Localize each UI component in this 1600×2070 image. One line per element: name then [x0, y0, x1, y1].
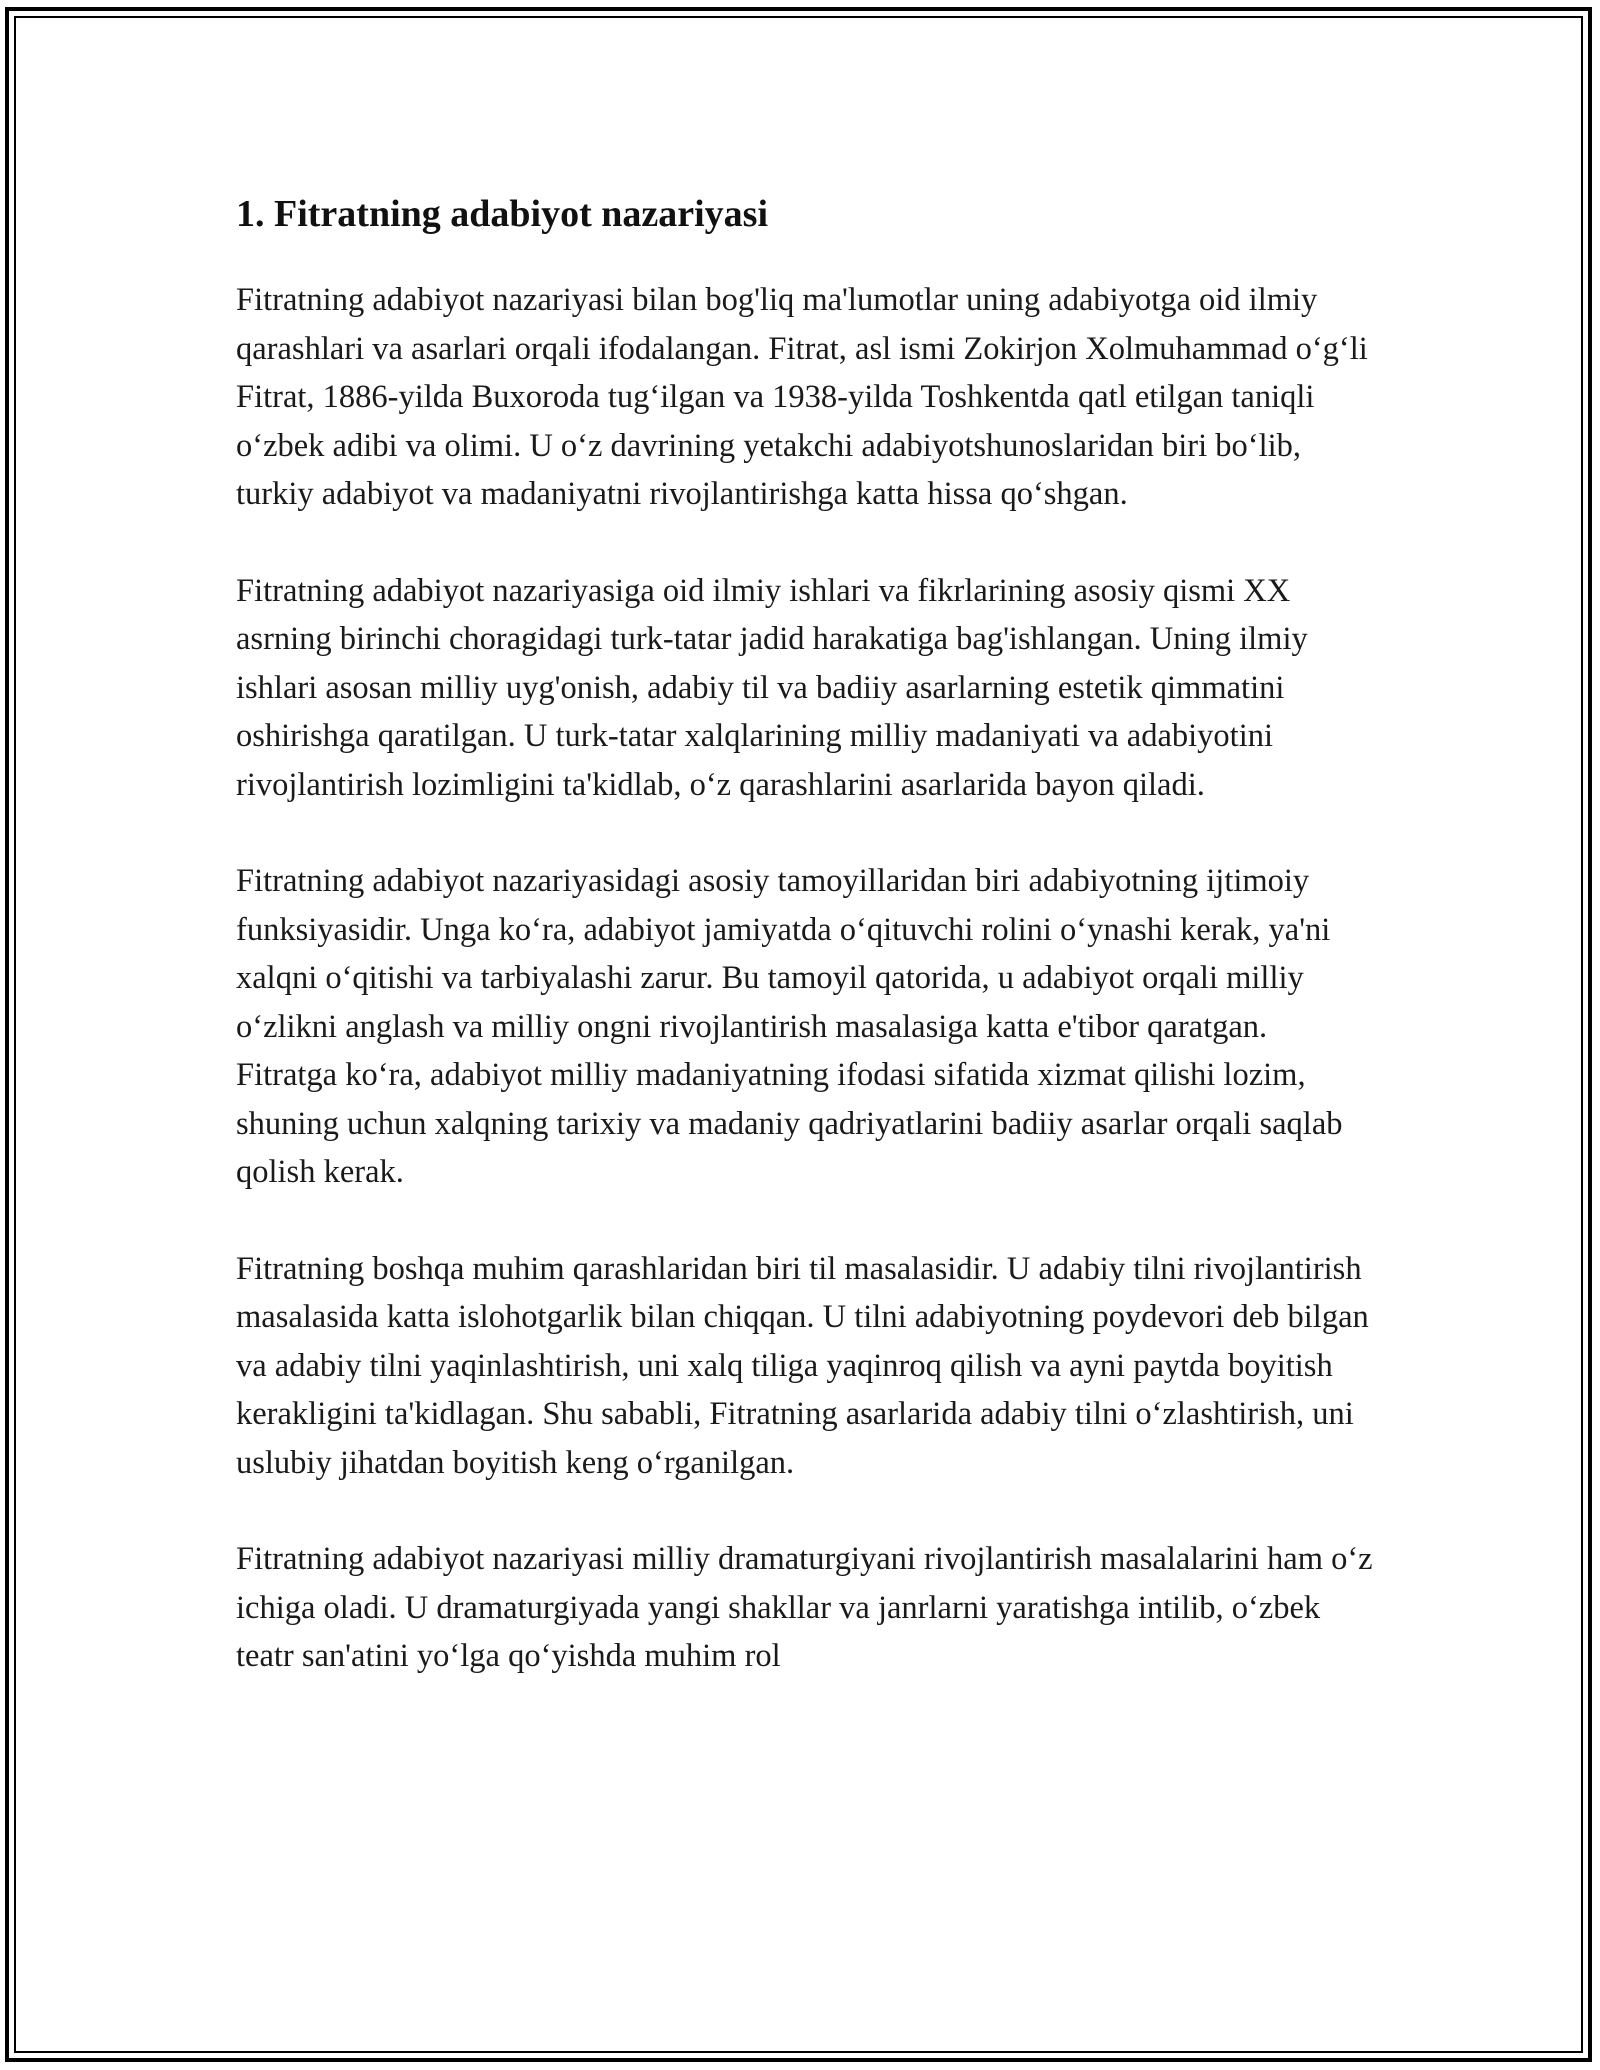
document-body	[236, 186, 1376, 1729]
section-heading: 1. Fitratning adabiyot nazariyasi	[236, 193, 769, 235]
paragraph-3: Fitratning adabiyot nazariyasidagi asosiy tamoyillaridan biri adabiyotning ijtimoiy funksiyasidir. Unga ko‘ra, adabiyot jamiyatda o‘qituvchi rolini o‘ynashi kerak, ya'ni xalqni o‘qitishi va tarbiyalashi zarur. Bu tamoyil qatorida, u adabiyot orqali milliy o‘zlikni anglash va milliy ongni rivojlantirish masalasiga katta e'tibor qaratgan. Fitratga ko‘ra, adabiyot milliy madaniyatning ifodasi sifatida xizmat qilishi lozim, shuning uchun xalqning tarixiy va madaniy qadriyatlarini badiiy asarlar orqali saqlab qolish kerak.	[236, 863, 1343, 1190]
paragraph-2: Fitratning adabiyot nazariyasiga oid ilmiy ishlari va fikrlarining asosiy qismi XX asrning birinchi choragidagi turk-tatar jadid harakatiga bag'ishlangan. Uning ilmiy ishlari asosan milliy uyg'onish, adabiy til va badiiy asarlarning estetik qimmatini oshirishga qaratilgan. U turk-tatar xalqlarining milliy madaniyati va adabiyotini rivojlantirish lozimligini ta'kidlab, o‘z qarashlarini asarlarida bayon qiladi.	[236, 572, 1308, 803]
paragraph-5: Fitratning adabiyot nazariyasi milliy dramaturgiyani rivojlantirish masalalarini ham o‘z ichiga oladi. U dramaturgiyada yangi shakllar va janrlarni yaratishga intilib, o‘zbek teatr san'atini yo‘lga qo‘yishda muhim rol	[236, 1541, 1373, 1674]
paragraph-4: Fitratning boshqa muhim qarashlaridan biri til masalasidir. U adabiy tilni rivojlantirish masalasida katta islohotgarlik bilan chiqqan. U tilni adabiyotning poydevori deb bilgan va adabiy tilni yaqinlashtirish, uni xalq tiliga yaqinroq qilish va ayni paytda boyitish kerakligini ta'kidlagan. Shu sababli, Fitratning asarlarida adabiy tilni o‘zlashtirish, uni uslubiy jihatdan boyitish keng o‘rganilgan.	[236, 1250, 1369, 1481]
paragraph-1: Fitratning adabiyot nazariyasi bilan bog'liq ma'lumotlar uning adabiyotga oid ilmiy qarashlari va asarlari orqali ifodalangan. Fitrat, asl ismi Zokirjon Xolmuhammad o‘g‘li Fitrat, 1886-yilda Buxoroda tug‘ilgan va 1938-yilda Toshkentda qatl etilgan taniqli o‘zbek adibi va olimi. U o‘z davrining yetakchi adabiyotshunoslaridan biri bo‘lib, turkiy adabiyot va madaniyatni rivojlantirishga katta hissa qo‘shgan.	[236, 282, 1368, 512]
